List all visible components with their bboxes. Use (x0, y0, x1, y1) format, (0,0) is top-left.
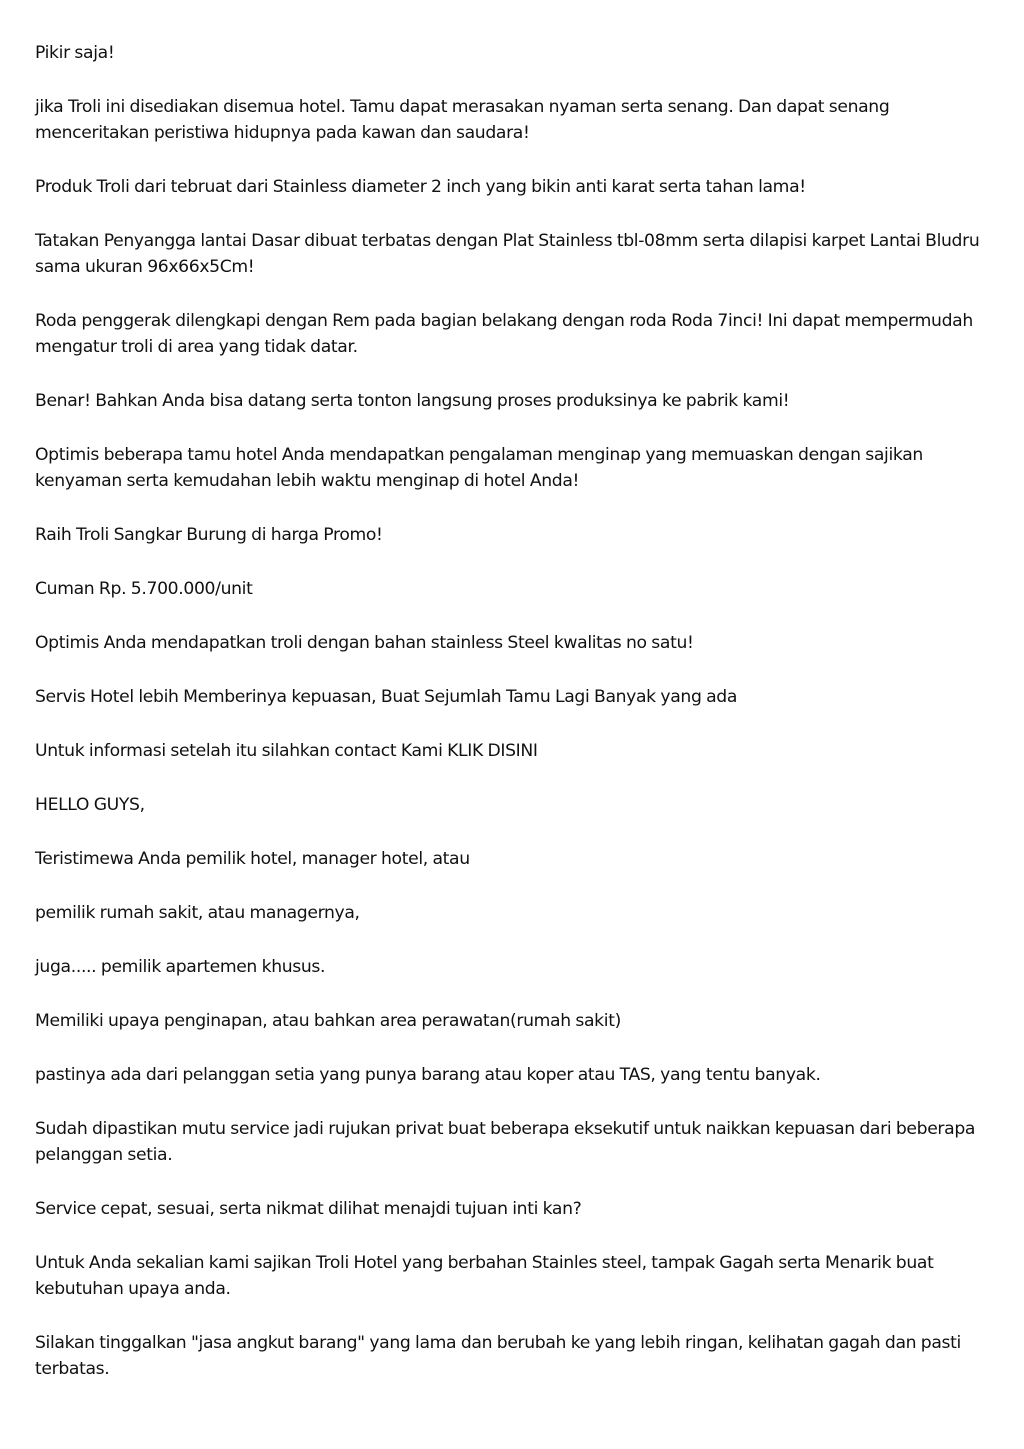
paragraph-troli-hotel: jika Troli ini disediakan disemua hotel. Tamu dapat merasakan nyaman serta senang. Dan dapat senang menceritakan peristiwa hidupnya pada kawan dan saudara! (35, 97, 890, 143)
paragraph-price: Cuman Rp. 5.700.000/unit (35, 579, 253, 599)
paragraph-rumah-sakit: pemilik rumah sakit, atau managernya, (35, 903, 360, 923)
paragraph-troli-stainles: Untuk Anda sekalian kami sajikan Troli Hotel yang berbahan Stainles steel, tampak Gagah serta Menarik buat kebutuhan upaya anda. (35, 1253, 934, 1299)
paragraph-hello: HELLO GUYS, (35, 795, 145, 815)
paragraph-tatakan: Tatakan Penyangga lantai Dasar dibuat terbatas dengan Plat Stainless tbl-08mm serta dilapisi karpet Lantai Bludru sama ukuran 96x66x5Cm! (35, 231, 980, 277)
paragraph-apartemen: juga..... pemilik apartemen khusus. (35, 957, 326, 977)
paragraph-servis: Servis Hotel lebih Memberinya kepuasan, Buat Sejumlah Tamu Lagi Banyak yang ada (35, 687, 738, 707)
paragraph-pikir-saja: Pikir saja! (35, 43, 115, 63)
paragraph-kwalitas: Optimis Anda mendapatkan troli dengan bahan stainless Steel kwalitas no satu! (35, 633, 694, 653)
paragraph-roda: Roda penggerak dilengkapi dengan Rem pada bagian belakang dengan roda Roda 7inci! Ini dapat mempermudah mengatur troli di area yang tidak datar. (35, 311, 973, 357)
paragraph-pelanggan: pastinya ada dari pelanggan setia yang punya barang atau koper atau TAS, yang tentu banyak. (35, 1065, 821, 1085)
paragraph-produk-stainless: Produk Troli dari tebruat dari Stainless diameter 2 inch yang bikin anti karat serta tahan lama! (35, 177, 806, 197)
paragraph-pemilik-hotel: Teristimewa Anda pemilik hotel, manager hotel, atau (35, 849, 470, 869)
paragraph-upaya: Memiliki upaya penginapan, atau bahkan area perawatan(rumah sakit) (35, 1011, 621, 1031)
paragraph-promo: Raih Troli Sangkar Burung di harga Promo! (35, 525, 383, 545)
paragraph-jasa-angkut: Silakan tinggalkan "jasa angkut barang" yang lama dan berubah ke yang lebih ringan, kelihatan gagah dan pasti terbatas. (35, 1333, 961, 1379)
paragraph-optimis-tamu: Optimis beberapa tamu hotel Anda mendapatkan pengalaman menginap yang memuaskan dengan sajikan kenyaman serta kemudahan lebih waktu menginap di hotel Anda! (35, 445, 923, 491)
paragraph-contact: Untuk informasi setelah itu silahkan contact Kami KLIK DISINI (35, 741, 538, 761)
paragraph-mutu-service: Sudah dipastikan mutu service jadi rujukan privat buat beberapa eksekutif untuk naikkan kepuasan dari beberapa pelanggan setia. (35, 1119, 976, 1165)
paragraph-pabrik: Benar! Bahkan Anda bisa datang serta tonton langsung proses produksinya ke pabrik kami! (35, 391, 790, 411)
paragraph-service-cepat: Service cepat, sesuai, serta nikmat dilihat menajdi tujuan inti kan? (35, 1199, 582, 1219)
document-body (35, 40, 995, 1410)
